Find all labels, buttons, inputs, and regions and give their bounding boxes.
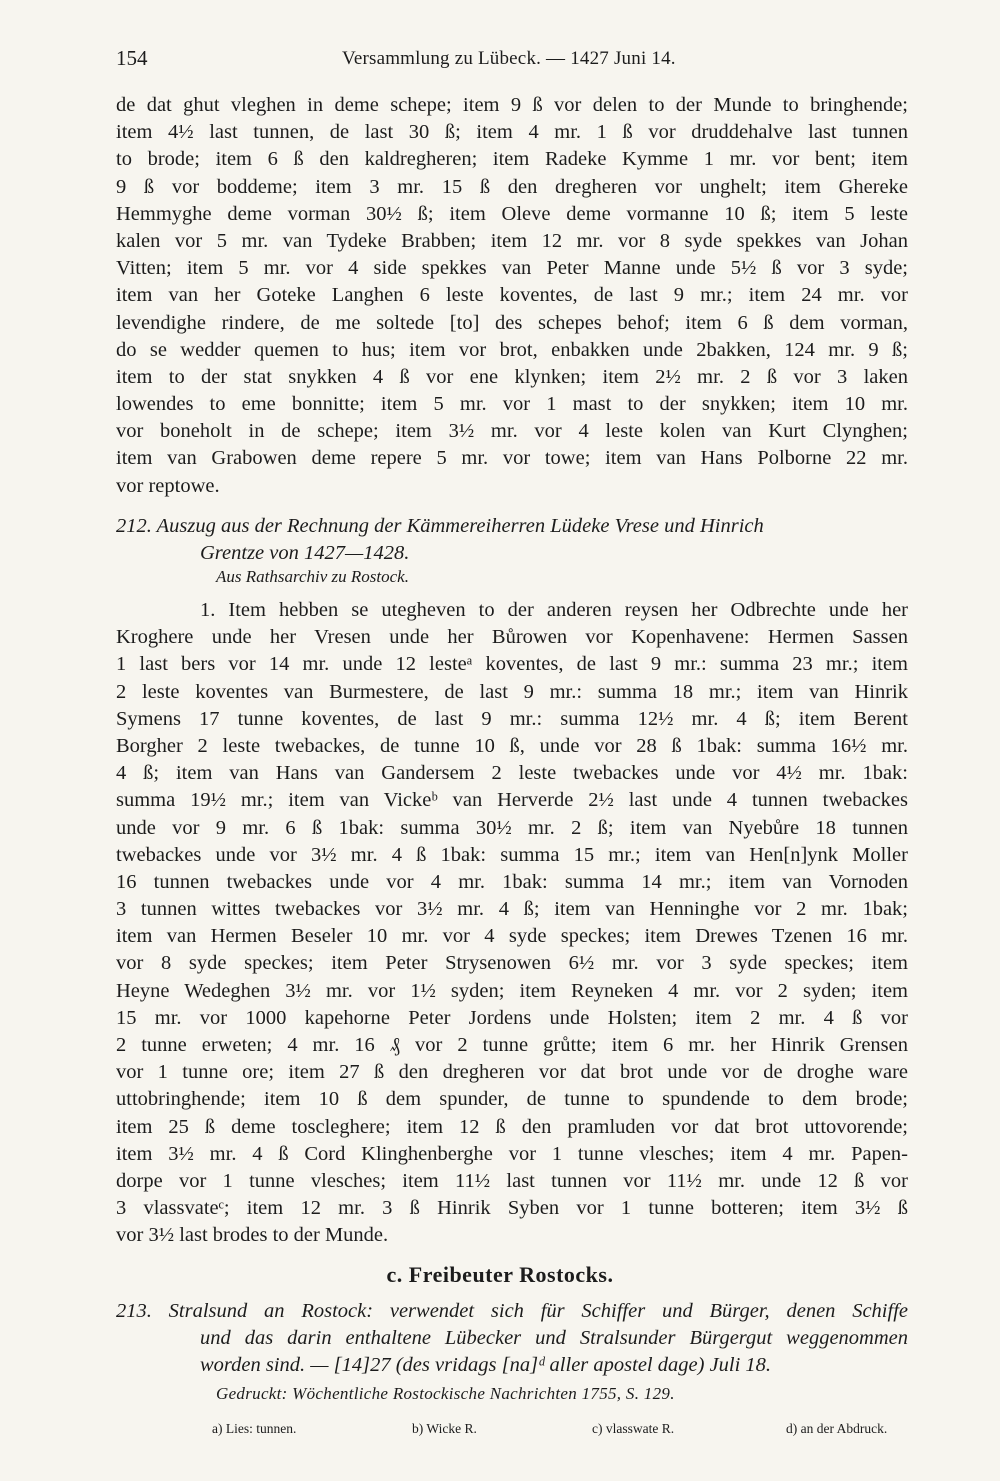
footnote: b) Wicke R. bbox=[412, 1421, 477, 1436]
text-line: vor boneholt in de schepe; item 3½ mr. vor 4 leste kolen van Kurt Clynghen; bbox=[116, 420, 908, 443]
heading-line: Grentze von 1427—1428. bbox=[200, 542, 410, 565]
text-line: summa 19½ mr.; item van Vickeᵇ van Herverde 2½ last unde 4 tunnen twebackes bbox=[116, 789, 908, 812]
text-line: 16 tunnen twebackes unde vor 4 mr. 1bak: summa 14 mr.; item van Vornoden bbox=[116, 870, 908, 893]
text-line: vor reptowe. bbox=[116, 474, 220, 497]
text-line: do se wedder quemen to hus; item vor brot, enbakken unde 2bakken, 124 mr. 9 ß; bbox=[116, 338, 908, 361]
text-line: 1 last bers vor 14 mr. unde 12 lesteᵃ koventes, de last 9 mr.: summa 23 mr.; item bbox=[116, 653, 908, 676]
footnote: d) an der Abdruck. bbox=[786, 1421, 888, 1436]
running-title: Versammlung zu Lübeck. — 1427 Juni 14. bbox=[342, 48, 676, 69]
text-line: item van Hermen Beseler 10 mr. vor 4 syde speckes; item Drewes Tzenen 16 mr. bbox=[116, 925, 908, 948]
footnote: c) vlasswate R. bbox=[592, 1421, 675, 1436]
text-line: 4 ß; item van Hans van Gandersem 2 leste twebackes unde vor 4½ mr. 1bak: bbox=[116, 762, 908, 785]
doc-212-text bbox=[116, 597, 908, 1250]
text-line: 2 leste koventes van Burmestere, de last 9 mr.: summa 18 mr.; item van Hinrik bbox=[116, 680, 908, 703]
text-line: Hemmyghe deme vorman 30½ ß; item Oleve deme vormanne 10 ß; item 5 leste bbox=[116, 202, 908, 225]
doc-213-heading bbox=[116, 1298, 908, 1380]
text-line: item to der stat snykken 4 ß vor ene klynken; item 2½ mr. 2 ß vor 3 laken bbox=[116, 365, 908, 388]
text-line: item van Grabowen deme repere 5 mr. vor towe; item van Hans Polborne 22 mr. bbox=[116, 447, 908, 470]
text-line: vor 8 syde speckes; item Peter Strysenowen 6½ mr. vor 3 syde speckes; item bbox=[116, 952, 908, 975]
text-line: Kroghere unde her Vresen unde her Bůrowen vor Kopenhavene: Hermen Sassen bbox=[116, 626, 908, 649]
text-line: kalen vor 5 mr. van Tydeke Brabben; item 12 mr. vor 8 syde spekkes van Johan bbox=[116, 229, 908, 252]
doc-212-heading bbox=[116, 513, 908, 567]
text-line: 15 mr. vor 1000 kapehorne Peter Jordens unde Holsten; item 2 mr. 4 ß vor bbox=[116, 1006, 908, 1029]
doc-212-source: Aus Rathsarchiv zu Rostock. bbox=[216, 567, 409, 586]
continuation-text bbox=[116, 92, 908, 500]
text-line: lowendes to eme bonnitte; item 5 mr. vor 1 mast to der snykken; item 10 mr. bbox=[116, 393, 908, 416]
text-line: to brode; item 6 ß den kaldregheren; item Radeke Kymme 1 mr. vor bent; item bbox=[116, 148, 908, 171]
heading-line: 213. Stralsund an Rostock: verwendet sich für Schiffer und Bürger, denen Schiffe bbox=[116, 1300, 908, 1322]
text-line: levendighe rindere, de me soltede [to] des schepes behof; item 6 ß dem vorman, bbox=[116, 311, 908, 334]
text-line: item 3½ mr. 4 ß Cord Klinghenberghe vor 1 tunne vlesches; item 4 mr. Papen- bbox=[116, 1142, 908, 1165]
text-line: item van her Goteke Langhen 6 leste koventes, de last 9 mr.; item 24 mr. vor bbox=[116, 284, 908, 307]
text-line: dorpe vor 1 tunne vlesches; item 11½ last tunnen vor 11½ mr. unde 12 ß vor bbox=[116, 1169, 908, 1192]
section-heading: c. Freibeuter Rostocks. bbox=[386, 1262, 614, 1287]
text-line: item 4½ last tunnen, de last 30 ß; item 4 mr. 1 ß vor druddehalve last tunnen bbox=[116, 121, 908, 144]
doc-213-printed-source: Gedruckt: Wöchentliche Rostockische Nachrichten 1755, S. 129. bbox=[216, 1384, 675, 1403]
text-line: 3 tunnen wittes twebackes vor 3½ mr. 4 ß; item van Henninghe vor 2 mr. 1bak; bbox=[116, 898, 908, 921]
text-line: 9 ß vor boddeme; item 3 mr. 15 ß den dregheren vor unghelt; item Ghereke bbox=[116, 175, 908, 198]
footnote: a) Lies: tunnen. bbox=[212, 1421, 297, 1436]
heading-line: und das darin enthaltene Lübecker und Stralsunder Bürgergut weggenommen bbox=[200, 1327, 908, 1350]
text-line: 1. Item hebben se utegheven to der anderen reysen her Odbrechte unde her bbox=[200, 599, 908, 621]
footnotes bbox=[116, 1421, 908, 1441]
text-line: 3 vlassvateᶜ; item 12 mr. 3 ß Hinrik Syben vor 1 tunne botteren; item 3½ ß bbox=[116, 1197, 908, 1220]
text-line: vor 3½ last brodes to der Munde. bbox=[116, 1224, 389, 1247]
text-line: Heyne Wedeghen 3½ mr. vor 1½ syden; item Reyneken 4 mr. vor 2 syden; item bbox=[116, 979, 908, 1002]
page-number: 154 bbox=[116, 46, 148, 70]
text-line: Symens 17 tunne koventes, de last 9 mr.: summa 12½ mr. 4 ß; item Berent bbox=[116, 707, 908, 730]
text-line: unde vor 9 mr. 6 ß 1bak: summa 30½ mr. 2 ß; item van Nyebůre 18 tunnen bbox=[116, 816, 908, 839]
text-line: 2 tunne erweten; 4 mr. 16 ₰ vor 2 tunne grůtte; item 6 mr. her Hinrik Grensen bbox=[116, 1034, 908, 1056]
text-line: vor 1 tunne ore; item 27 ß den dregheren vor dat brot unde vor de droghe ware bbox=[116, 1061, 908, 1084]
heading-line: 212. Auszug aus der Rechnung der Kämmereiherren Lüdeke Vrese und Hinrich bbox=[116, 515, 764, 537]
text-line: uttobringhende; item 10 ß dem spunder, de tunne to spundende to dem brode; bbox=[116, 1088, 908, 1111]
text-line: Borgher 2 leste twebackes, de tunne 10 ß, unde vor 28 ß 1bak: summa 16½ mr. bbox=[116, 734, 908, 757]
text-line: twebackes unde vor 3½ mr. 4 ß 1bak: summa 15 mr.; item van Hen[n]ynk Moller bbox=[116, 843, 908, 866]
heading-line: worden sind. — [14]27 (des vridags [na]ᵈ aller apostel dage) Juli 18. bbox=[200, 1354, 772, 1377]
page-header bbox=[116, 46, 906, 76]
text-line: Vitten; item 5 mr. vor 4 side spekkes van Peter Manne unde 5½ ß vor 3 syde; bbox=[116, 257, 908, 280]
text-line: item 25 ß deme toscleghere; item 12 ß den pramluden vor dat brot uttovorende; bbox=[116, 1115, 908, 1138]
text-line: de dat ghut vleghen in deme schepe; item 9 ß vor delen to der Munde to bringhende; bbox=[116, 94, 908, 116]
